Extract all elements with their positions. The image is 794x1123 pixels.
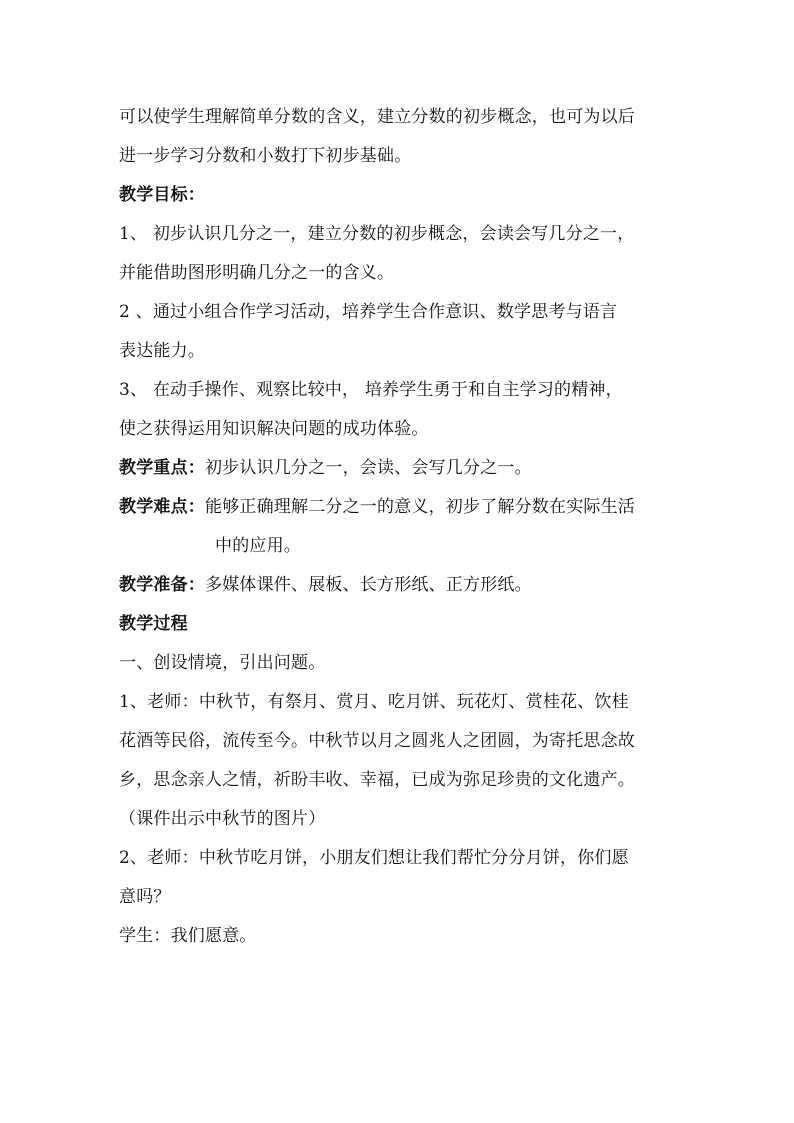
document-body [119, 98, 679, 956]
process-line-8: 学生：我们愿意。 [119, 926, 257, 946]
process-heading: 教学过程 [119, 614, 188, 634]
process-line-6: 2、老师：中秋节吃月饼，小朋友们想让我们帮忙分分月饼，你们愿 [119, 848, 629, 868]
process-line-3: 花酒等民俗，流传至今。中秋节以月之圆兆人之团圆，为寄托思念故 [119, 731, 635, 751]
process-line-1: 一、创设情境，引出问题。 [119, 653, 326, 673]
difficulty-text: 能够正确理解二分之一的意义，初步了解分数在实际生活 [205, 497, 635, 517]
preparation-row [119, 566, 679, 605]
difficulty-continuation: 中的应用。 [215, 536, 301, 556]
objective-line-1: 1、 初步认识几分之一，建立分数的初步概念，会读会写几分之一， [119, 224, 635, 244]
intro-line-2: 进一步学习分数和小数打下初步基础。 [119, 146, 412, 166]
difficulty-label: 教学难点： [119, 497, 205, 517]
objective-line-4: 表达能力。 [119, 341, 205, 361]
key-point-label: 教学重点： [119, 458, 205, 478]
objectives-heading: 教学目标： [119, 185, 205, 205]
objective-line-5: 3、 在动手操作、观察比较中， 培养学生勇于和自主学习的精神， [119, 380, 623, 400]
key-point-row [119, 449, 679, 488]
preparation-label: 教学准备： [119, 575, 205, 595]
intro-line-1: 可以使学生理解简单分数的含义，建立分数的初步概念，也可为以后 [119, 107, 635, 127]
process-line-7: 意吗？ [119, 887, 171, 907]
objective-line-6: 使之获得运用知识解决问题的成功体验。 [119, 419, 429, 439]
process-line-5: （课件出示中秋节的图片） [119, 809, 326, 829]
key-point-text: 初步认识几分之一，会读、会写几分之一。 [205, 458, 532, 478]
preparation-text: 多媒体课件、展板、长方形纸、正方形纸。 [205, 575, 532, 595]
process-line-4: 乡，思念亲人之情，祈盼丰收、幸福，已成为弥足珍贵的文化遗产。 [119, 770, 635, 790]
objective-line-3: 2 、通过小组合作学习活动，培养学生合作意识、数学思考与语言 [119, 302, 618, 322]
process-line-2: 1、老师：中秋节，有祭月、赏月、吃月饼、玩花灯、赏桂花、饮桂 [119, 692, 629, 712]
difficulty-row [119, 488, 679, 527]
objective-line-2: 并能借助图形明确几分之一的含义。 [119, 263, 395, 283]
